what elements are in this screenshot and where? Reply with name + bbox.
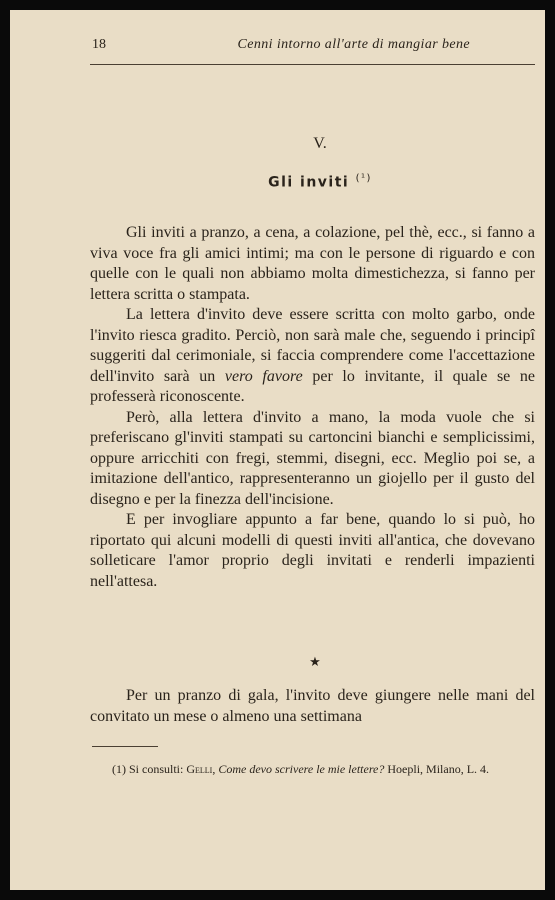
paragraph-2	[90, 305, 535, 408]
section-separator: ★	[309, 655, 321, 670]
footnote-publisher: Hoepli, Milano, L. 4.	[387, 762, 490, 776]
footnote-book-title: Come devo scrivere le mie lettere?	[218, 762, 385, 776]
running-title: Cenni intorno all'arte di mangiar bene	[237, 37, 470, 52]
paragraph-1: Gli inviti a pranzo, a cena, a colazione, pel thè, ecc., si fanno a viva voce fra gli amici intimi; ma con le persone di riguardo e con quelle con le quali non abbiamo molta dimestichezza, si fanno per lettera scritta o stampata.	[90, 224, 535, 303]
footnote-reference: (¹)	[355, 173, 372, 184]
chapter-title-text: Gli inviti	[268, 174, 350, 191]
chapter-number: V.	[313, 135, 327, 152]
paragraph-2-end: per lo invitante, il quale se ne professerà riconoscente.	[90, 367, 536, 405]
body-text	[90, 223, 535, 592]
paragraph-5: Per un pranzo di gala, l'invito deve giungere nelle mani del convitato un mese o almeno una settimana	[90, 687, 535, 725]
footnote-rule	[92, 746, 158, 747]
footnote	[92, 759, 532, 779]
header-rule	[90, 64, 535, 65]
footnote-author: Gelli,	[186, 762, 216, 776]
chapter-title	[10, 173, 555, 191]
paragraph-2-start: La lettera d'invito deve essere scritta con molto garbo, onde l'invito riesca gradito. Perciò, non sarà male che, seguendo i principî suggeriti dal cerimoniale, si faccia comprendere come l'accettazione dell'invito sarà un	[90, 306, 535, 385]
footnote-marker: (1) Si consulti:	[112, 762, 184, 776]
paragraph-2-italic: vero favore	[224, 367, 303, 385]
paragraph-4: E per invogliare appunto a far bene, quando lo si può, ho riportato qui alcuni modelli di questi inviti all'antica, che dovevano solleticare l'amor proprio degli invitati e renderli impazienti nell'attesa.	[90, 511, 535, 590]
page-header	[92, 37, 532, 59]
body-text-continued	[90, 686, 535, 727]
book-page	[10, 10, 545, 890]
paragraph-3: Però, alla lettera d'invito a mano, la moda vuole che si preferiscano gl'inviti stampati su cartoncini bianchi e semplicissimi, oppure arricchiti con fregi, stemmi, disegni, ecc. Meglio poi se, a imitazione dell'antico, rappresenteranno un giojello per il gusto del disegno e per la finezza dell'incisione.	[90, 408, 535, 508]
page-number: 18	[92, 37, 106, 52]
